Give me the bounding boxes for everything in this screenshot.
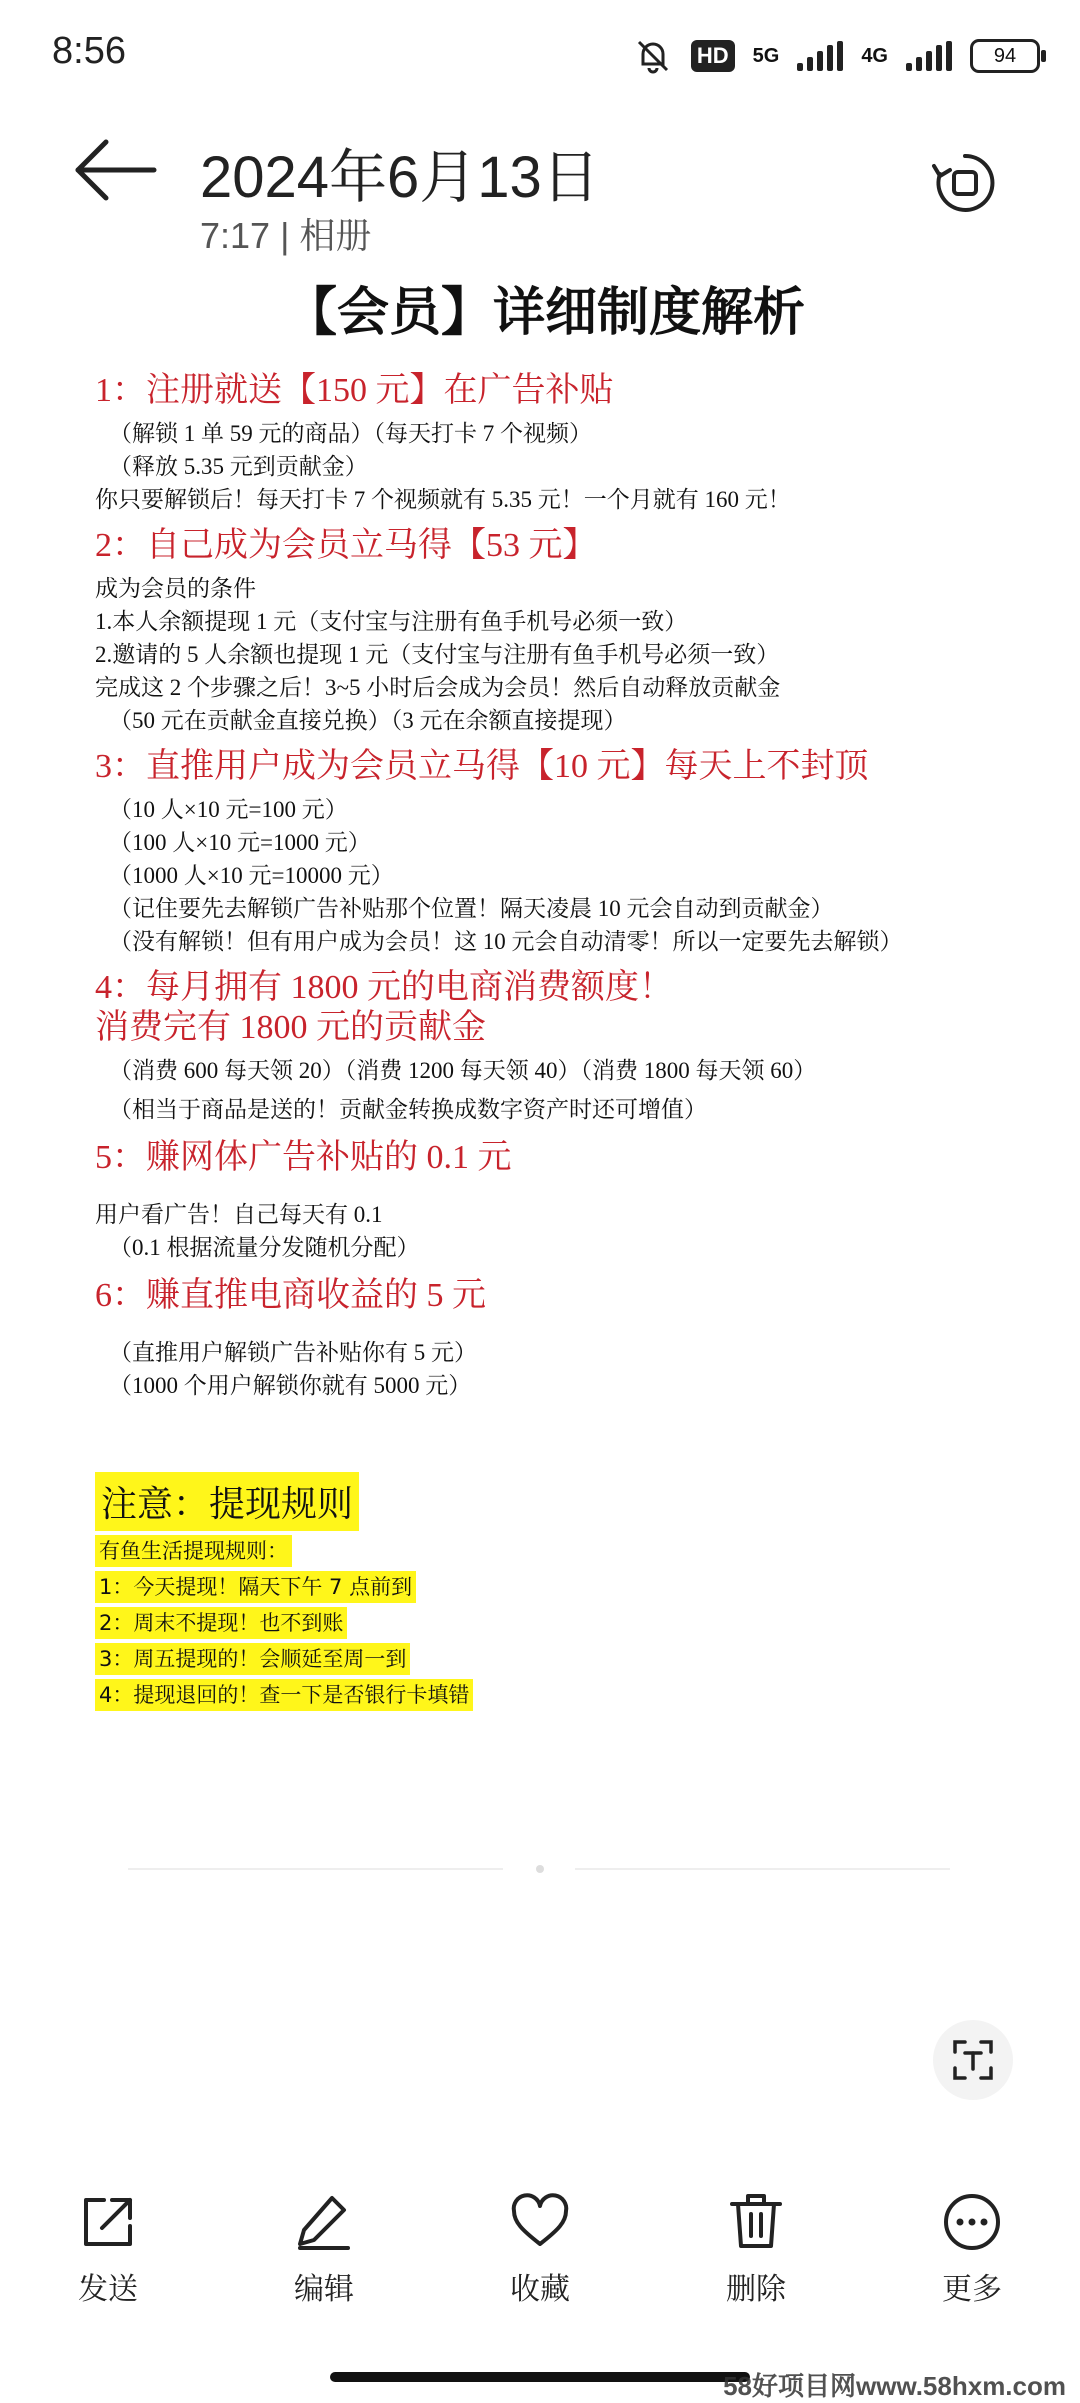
status-bar	[0, 0, 1080, 110]
section-2	[95, 526, 995, 737]
favorite-label: 收藏	[510, 2272, 570, 2307]
status-icons	[633, 36, 1040, 76]
delete-button[interactable]	[648, 2190, 864, 2320]
home-indicator[interactable]	[330, 2372, 750, 2382]
notice-line: 1：今天提现！隔天下午 7 点前到	[95, 1571, 416, 1603]
document-title: 【会员】详细制度解析	[284, 283, 805, 343]
photo-time-album: 7:17 | 相册	[200, 215, 372, 256]
section-line: （50 元在贡献金直接兑换）（3 元在余额直接提现）	[109, 708, 627, 733]
scan-text-icon	[951, 2038, 995, 2082]
notice-line: 4：提现退回的！查一下是否银行卡填错	[95, 1679, 473, 1711]
send-label: 发送	[78, 2272, 138, 2307]
section-line: （释放 5.35 元到贡献金）	[109, 454, 368, 479]
notice-line: 2：周末不提现！也不到账	[95, 1607, 347, 1639]
document-image	[95, 270, 995, 1800]
section-heading: 4：每月拥有 1800 元的电商消费额度！	[95, 969, 673, 1006]
notice-title: 注意：提现规则	[95, 1472, 359, 1531]
section-heading: 3：直推用户成为会员立马得【10 元】每天上不封顶	[95, 748, 869, 785]
battery-level: 94	[993, 44, 1017, 67]
divider	[575, 1868, 950, 1870]
section-heading: 5：赚网体广告补贴的 0.1 元	[95, 1139, 512, 1176]
delete-label: 删除	[726, 2272, 786, 2307]
section-line: （解锁 1 单 59 元的商品）（每天打卡 7 个视频）	[109, 421, 592, 446]
favorite-button[interactable]	[432, 2190, 648, 2320]
notice-line: 3：周五提现的！会顺延至周一到	[95, 1643, 410, 1675]
section-line: 成为会员的条件	[95, 576, 256, 601]
section-heading-2: 消费完有 1800 元的贡献金	[95, 1009, 486, 1046]
watermark: 58好项目网www.58hxm.com	[723, 2371, 1066, 2401]
more-button[interactable]	[864, 2190, 1080, 2320]
arrow-left-icon	[70, 130, 160, 210]
pencil-icon	[292, 2190, 356, 2254]
section-line: （0.1 根据流量分发随机分配）	[109, 1235, 420, 1260]
viewer-header	[0, 110, 1080, 270]
section-heading: 2：自己成为会员立马得【53 元】	[95, 527, 597, 564]
share-icon	[76, 2190, 140, 2254]
edit-label: 编辑	[294, 2272, 354, 2307]
section-line: （直推用户解锁广告补贴你有 5 元）	[109, 1340, 477, 1365]
bottom-toolbar	[0, 2190, 1080, 2320]
section-5	[95, 1138, 995, 1264]
section-line: （1000 个用户解锁你就有 5000 元）	[109, 1373, 472, 1398]
scan-text-button[interactable]	[933, 2020, 1013, 2100]
section-line: （没有解锁！但有用户成为会员！这 10 元会自动清零！所以一定要先去解锁）	[109, 929, 903, 954]
section-3	[95, 747, 995, 958]
section-line: （1000 人×10 元=10000 元）	[109, 863, 394, 888]
section-line: （记住要先去解锁广告补贴那个位置！隔天凌晨 10 元会自动到贡献金）	[109, 896, 834, 921]
rotate-button[interactable]	[930, 148, 1000, 218]
section-line: （100 人×10 元=1000 元）	[109, 830, 371, 855]
withdraw-notice	[95, 1442, 995, 1711]
divider-dot	[536, 1865, 544, 1873]
rotate-icon	[930, 148, 1000, 218]
section-4	[95, 968, 995, 1126]
network-4g-label: 4G	[861, 44, 888, 67]
heart-icon	[508, 2190, 572, 2254]
signal-bars-icon-2	[906, 41, 952, 71]
section-line: 用户看广告！自己每天有 0.1	[95, 1202, 383, 1227]
section-line: （10 人×10 元=100 元）	[109, 797, 348, 822]
section-1	[95, 371, 995, 516]
network-5g-label: 5G	[752, 44, 780, 67]
section-line: 你只要解锁后！每天打卡 7 个视频就有 5.35 元！一个月就有 160 元！	[95, 487, 791, 512]
more-dots-icon	[940, 2190, 1004, 2254]
section-heading: 6：赚直推电商收益的 5 元	[95, 1277, 486, 1314]
section-heading: 1：注册就送【150 元】在广告补贴	[95, 372, 614, 409]
section-line: 完成这 2 个步骤之后！3~5 小时后会成为会员！然后自动释放贡献金	[95, 675, 781, 700]
divider	[128, 1868, 503, 1870]
notice-line: 有鱼生活提现规则：	[95, 1535, 292, 1567]
battery-icon	[970, 39, 1040, 73]
trash-icon	[724, 2190, 788, 2254]
more-label: 更多	[942, 2272, 1002, 2307]
section-line: （消费 600 每天领 20）（消费 1200 每天领 40）（消费 1800 每天领 60）	[109, 1058, 817, 1083]
section-line: （相当于商品是送的！贡献金转换成数字资产时还可增值）	[109, 1097, 707, 1122]
section-line: 2.邀请的 5 人余额也提现 1 元（支付宝与注册有鱼手机号必须一致）	[95, 642, 780, 667]
signal-bars-icon	[797, 41, 843, 71]
send-button[interactable]	[0, 2190, 216, 2320]
photo-date-title: 2024年6月13日	[200, 145, 600, 210]
hd-badge: HD	[691, 40, 735, 72]
back-button[interactable]	[70, 130, 160, 210]
edit-button[interactable]	[216, 2190, 432, 2320]
status-time: 8:56	[52, 30, 126, 72]
section-line: 1.本人余额提现 1 元（支付宝与注册有鱼手机号必须一致）	[95, 609, 688, 634]
mute-bell-icon	[633, 36, 673, 76]
section-6	[95, 1276, 995, 1402]
